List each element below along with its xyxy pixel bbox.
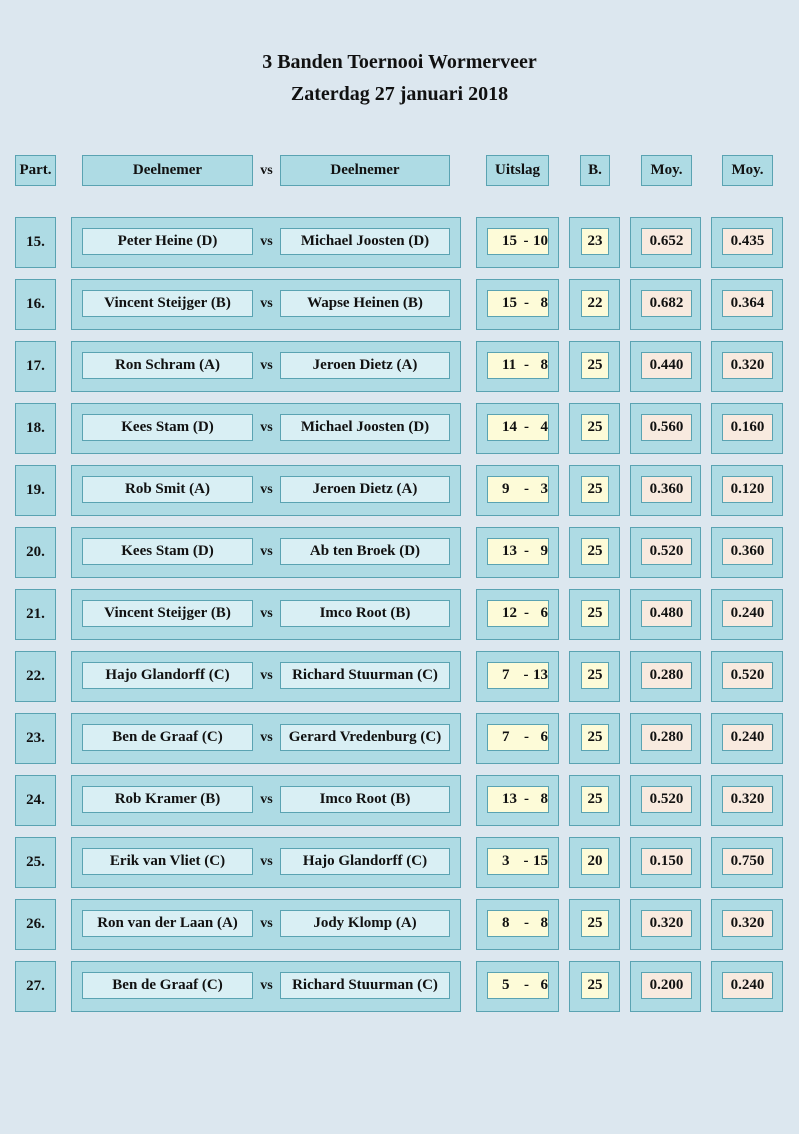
score-a: 13: [502, 791, 517, 807]
player-a-name: Peter Heine (D): [82, 228, 253, 255]
average-a-value: 0.440: [641, 352, 692, 379]
result-score: [487, 972, 549, 999]
score-a: 15: [502, 295, 517, 311]
innings-value: 23: [581, 228, 609, 255]
table-row: [0, 713, 799, 764]
page-subtitle-date: Zaterdag 27 januari 2018: [290, 83, 509, 105]
table-row: [0, 217, 799, 268]
vs-label: vs: [260, 977, 273, 993]
vs-label: vs: [260, 915, 273, 931]
result-score: [487, 352, 549, 379]
innings-value: 25: [581, 724, 609, 751]
table-row: [0, 527, 799, 578]
average-b-value: 0.320: [722, 786, 773, 813]
innings-value: 22: [581, 290, 609, 317]
player-b-name: Michael Joosten (D): [280, 414, 450, 441]
match-number: 17.: [15, 341, 56, 392]
score-a: 14: [502, 419, 517, 435]
player-b-name: Jeroen Dietz (A): [280, 476, 450, 503]
average-b-value: 0.240: [722, 600, 773, 627]
result-score: [487, 414, 549, 441]
match-number: 18.: [15, 403, 56, 454]
player-b-name: Gerard Vredenburg (C): [280, 724, 450, 751]
vs-label: vs: [260, 357, 273, 373]
average-b-value: 0.120: [722, 476, 773, 503]
score-dash: -: [523, 543, 529, 559]
innings-value: 25: [581, 786, 609, 813]
player-a-name: Erik van Vliet (C): [82, 848, 253, 875]
vs-label: vs: [260, 233, 273, 249]
score-b: 8: [540, 791, 548, 807]
result-score: [487, 786, 549, 813]
score-b: 6: [540, 977, 548, 993]
player-b-name: Richard Stuurman (C): [280, 662, 450, 689]
innings-value: 25: [581, 910, 609, 937]
result-score: [487, 228, 549, 255]
player-a-name: Vincent Steijger (B): [82, 290, 253, 317]
vs-label: vs: [260, 667, 273, 683]
average-b-value: 0.240: [722, 724, 773, 751]
score-dash: -: [523, 667, 529, 683]
score-b: 8: [540, 295, 548, 311]
header-vs: vs: [260, 162, 273, 178]
score-a: 15: [502, 233, 517, 249]
player-b-name: Hajo Glandorff (C): [280, 848, 450, 875]
vs-label: vs: [260, 419, 273, 435]
player-a-name: Vincent Steijger (B): [82, 600, 253, 627]
score-dash: -: [523, 481, 529, 497]
score-b: 4: [540, 419, 548, 435]
score-dash: -: [523, 605, 529, 621]
average-a-value: 0.150: [641, 848, 692, 875]
player-a-name: Hajo Glandorff (C): [82, 662, 253, 689]
player-b-name: Ab ten Broek (D): [280, 538, 450, 565]
match-number: 27.: [15, 961, 56, 1012]
match-number: 21.: [15, 589, 56, 640]
header-part: Part.: [15, 155, 56, 186]
header-player-a: Deelnemer: [82, 155, 253, 186]
score-dash: -: [523, 977, 529, 993]
player-a-name: Kees Stam (D): [82, 538, 253, 565]
average-b-value: 0.364: [722, 290, 773, 317]
innings-value: 20: [581, 848, 609, 875]
table-row: [0, 403, 799, 454]
match-number: 25.: [15, 837, 56, 888]
average-b-value: 0.520: [722, 662, 773, 689]
vs-label: vs: [260, 543, 273, 559]
header-player-b: Deelnemer: [280, 155, 450, 186]
player-a-name: Ron Schram (A): [82, 352, 253, 379]
average-a-value: 0.652: [641, 228, 692, 255]
score-a: 12: [502, 605, 517, 621]
vs-label: vs: [260, 729, 273, 745]
innings-value: 25: [581, 600, 609, 627]
score-a: 9: [502, 481, 510, 497]
match-number: 22.: [15, 651, 56, 702]
average-a-value: 0.520: [641, 786, 692, 813]
innings-value: 25: [581, 662, 609, 689]
average-a-value: 0.520: [641, 538, 692, 565]
match-number: 20.: [15, 527, 56, 578]
average-b-value: 0.160: [722, 414, 773, 441]
player-b-name: Richard Stuurman (C): [280, 972, 450, 999]
match-number: 19.: [15, 465, 56, 516]
match-number: 16.: [15, 279, 56, 330]
match-number: 26.: [15, 899, 56, 950]
table-row: [0, 465, 799, 516]
player-b-name: Imco Root (B): [280, 786, 450, 813]
player-a-name: Ben de Graaf (C): [82, 972, 253, 999]
average-b-value: 0.435: [722, 228, 773, 255]
result-score: [487, 538, 549, 565]
score-dash: -: [523, 357, 529, 373]
score-dash: -: [523, 419, 529, 435]
header-result: Uitslag: [486, 155, 549, 186]
vs-label: vs: [260, 295, 273, 311]
innings-value: 25: [581, 352, 609, 379]
vs-label: vs: [260, 481, 273, 497]
table-row: [0, 279, 799, 330]
average-a-value: 0.280: [641, 724, 692, 751]
score-b: 8: [540, 915, 548, 931]
match-number: 24.: [15, 775, 56, 826]
score-dash: -: [523, 791, 529, 807]
result-score: [487, 290, 549, 317]
average-a-value: 0.280: [641, 662, 692, 689]
score-a: 11: [502, 357, 517, 373]
table-row: [0, 341, 799, 392]
score-dash: -: [523, 233, 529, 249]
header-average-a: Moy.: [641, 155, 692, 186]
header-innings: B.: [580, 155, 610, 186]
average-b-value: 0.360: [722, 538, 773, 565]
score-a: 5: [502, 977, 510, 993]
average-a-value: 0.200: [641, 972, 692, 999]
player-a-name: Ron van der Laan (A): [82, 910, 253, 937]
vs-label: vs: [260, 791, 273, 807]
score-b: 6: [540, 605, 548, 621]
average-b-value: 0.320: [722, 352, 773, 379]
result-score: [487, 724, 549, 751]
player-b-name: Michael Joosten (D): [280, 228, 450, 255]
table-row: [0, 899, 799, 950]
page-title: 3 Banden Toernooi Wormerveer: [262, 51, 537, 73]
match-number: 15.: [15, 217, 56, 268]
score-dash: -: [523, 729, 529, 745]
match-number: 23.: [15, 713, 56, 764]
score-b: 8: [540, 357, 548, 373]
table-row: [0, 589, 799, 640]
table-row: [0, 837, 799, 888]
score-b: 10: [533, 233, 548, 249]
average-a-value: 0.360: [641, 476, 692, 503]
player-b-name: Jeroen Dietz (A): [280, 352, 450, 379]
score-a: 7: [502, 667, 510, 683]
header-average-b: Moy.: [722, 155, 773, 186]
player-a-name: Ben de Graaf (C): [82, 724, 253, 751]
vs-label: vs: [260, 605, 273, 621]
score-b: 13: [533, 667, 548, 683]
table-row: [0, 651, 799, 702]
innings-value: 25: [581, 414, 609, 441]
player-b-name: Jody Klomp (A): [280, 910, 450, 937]
score-dash: -: [523, 853, 529, 869]
average-b-value: 0.320: [722, 910, 773, 937]
average-b-value: 0.240: [722, 972, 773, 999]
result-score: [487, 476, 549, 503]
score-b: 6: [540, 729, 548, 745]
score-dash: -: [523, 915, 529, 931]
average-a-value: 0.480: [641, 600, 692, 627]
average-a-value: 0.320: [641, 910, 692, 937]
average-a-value: 0.560: [641, 414, 692, 441]
vs-label: vs: [260, 853, 273, 869]
table-row: [0, 961, 799, 1012]
player-a-name: Rob Smit (A): [82, 476, 253, 503]
result-score: [487, 600, 549, 627]
result-score: [487, 848, 549, 875]
result-score: [487, 662, 549, 689]
table-row: [0, 775, 799, 826]
score-a: 3: [502, 853, 510, 869]
result-score: [487, 910, 549, 937]
score-a: 13: [502, 543, 517, 559]
player-b-name: Imco Root (B): [280, 600, 450, 627]
average-b-value: 0.750: [722, 848, 773, 875]
innings-value: 25: [581, 476, 609, 503]
innings-value: 25: [581, 538, 609, 565]
average-a-value: 0.682: [641, 290, 692, 317]
player-a-name: Kees Stam (D): [82, 414, 253, 441]
innings-value: 25: [581, 972, 609, 999]
score-b: 3: [540, 481, 548, 497]
score-a: 7: [502, 729, 510, 745]
score-b: 9: [540, 543, 548, 559]
score-a: 8: [502, 915, 510, 931]
score-b: 15: [533, 853, 548, 869]
player-b-name: Wapse Heinen (B): [280, 290, 450, 317]
score-dash: -: [523, 295, 529, 311]
player-a-name: Rob Kramer (B): [82, 786, 253, 813]
